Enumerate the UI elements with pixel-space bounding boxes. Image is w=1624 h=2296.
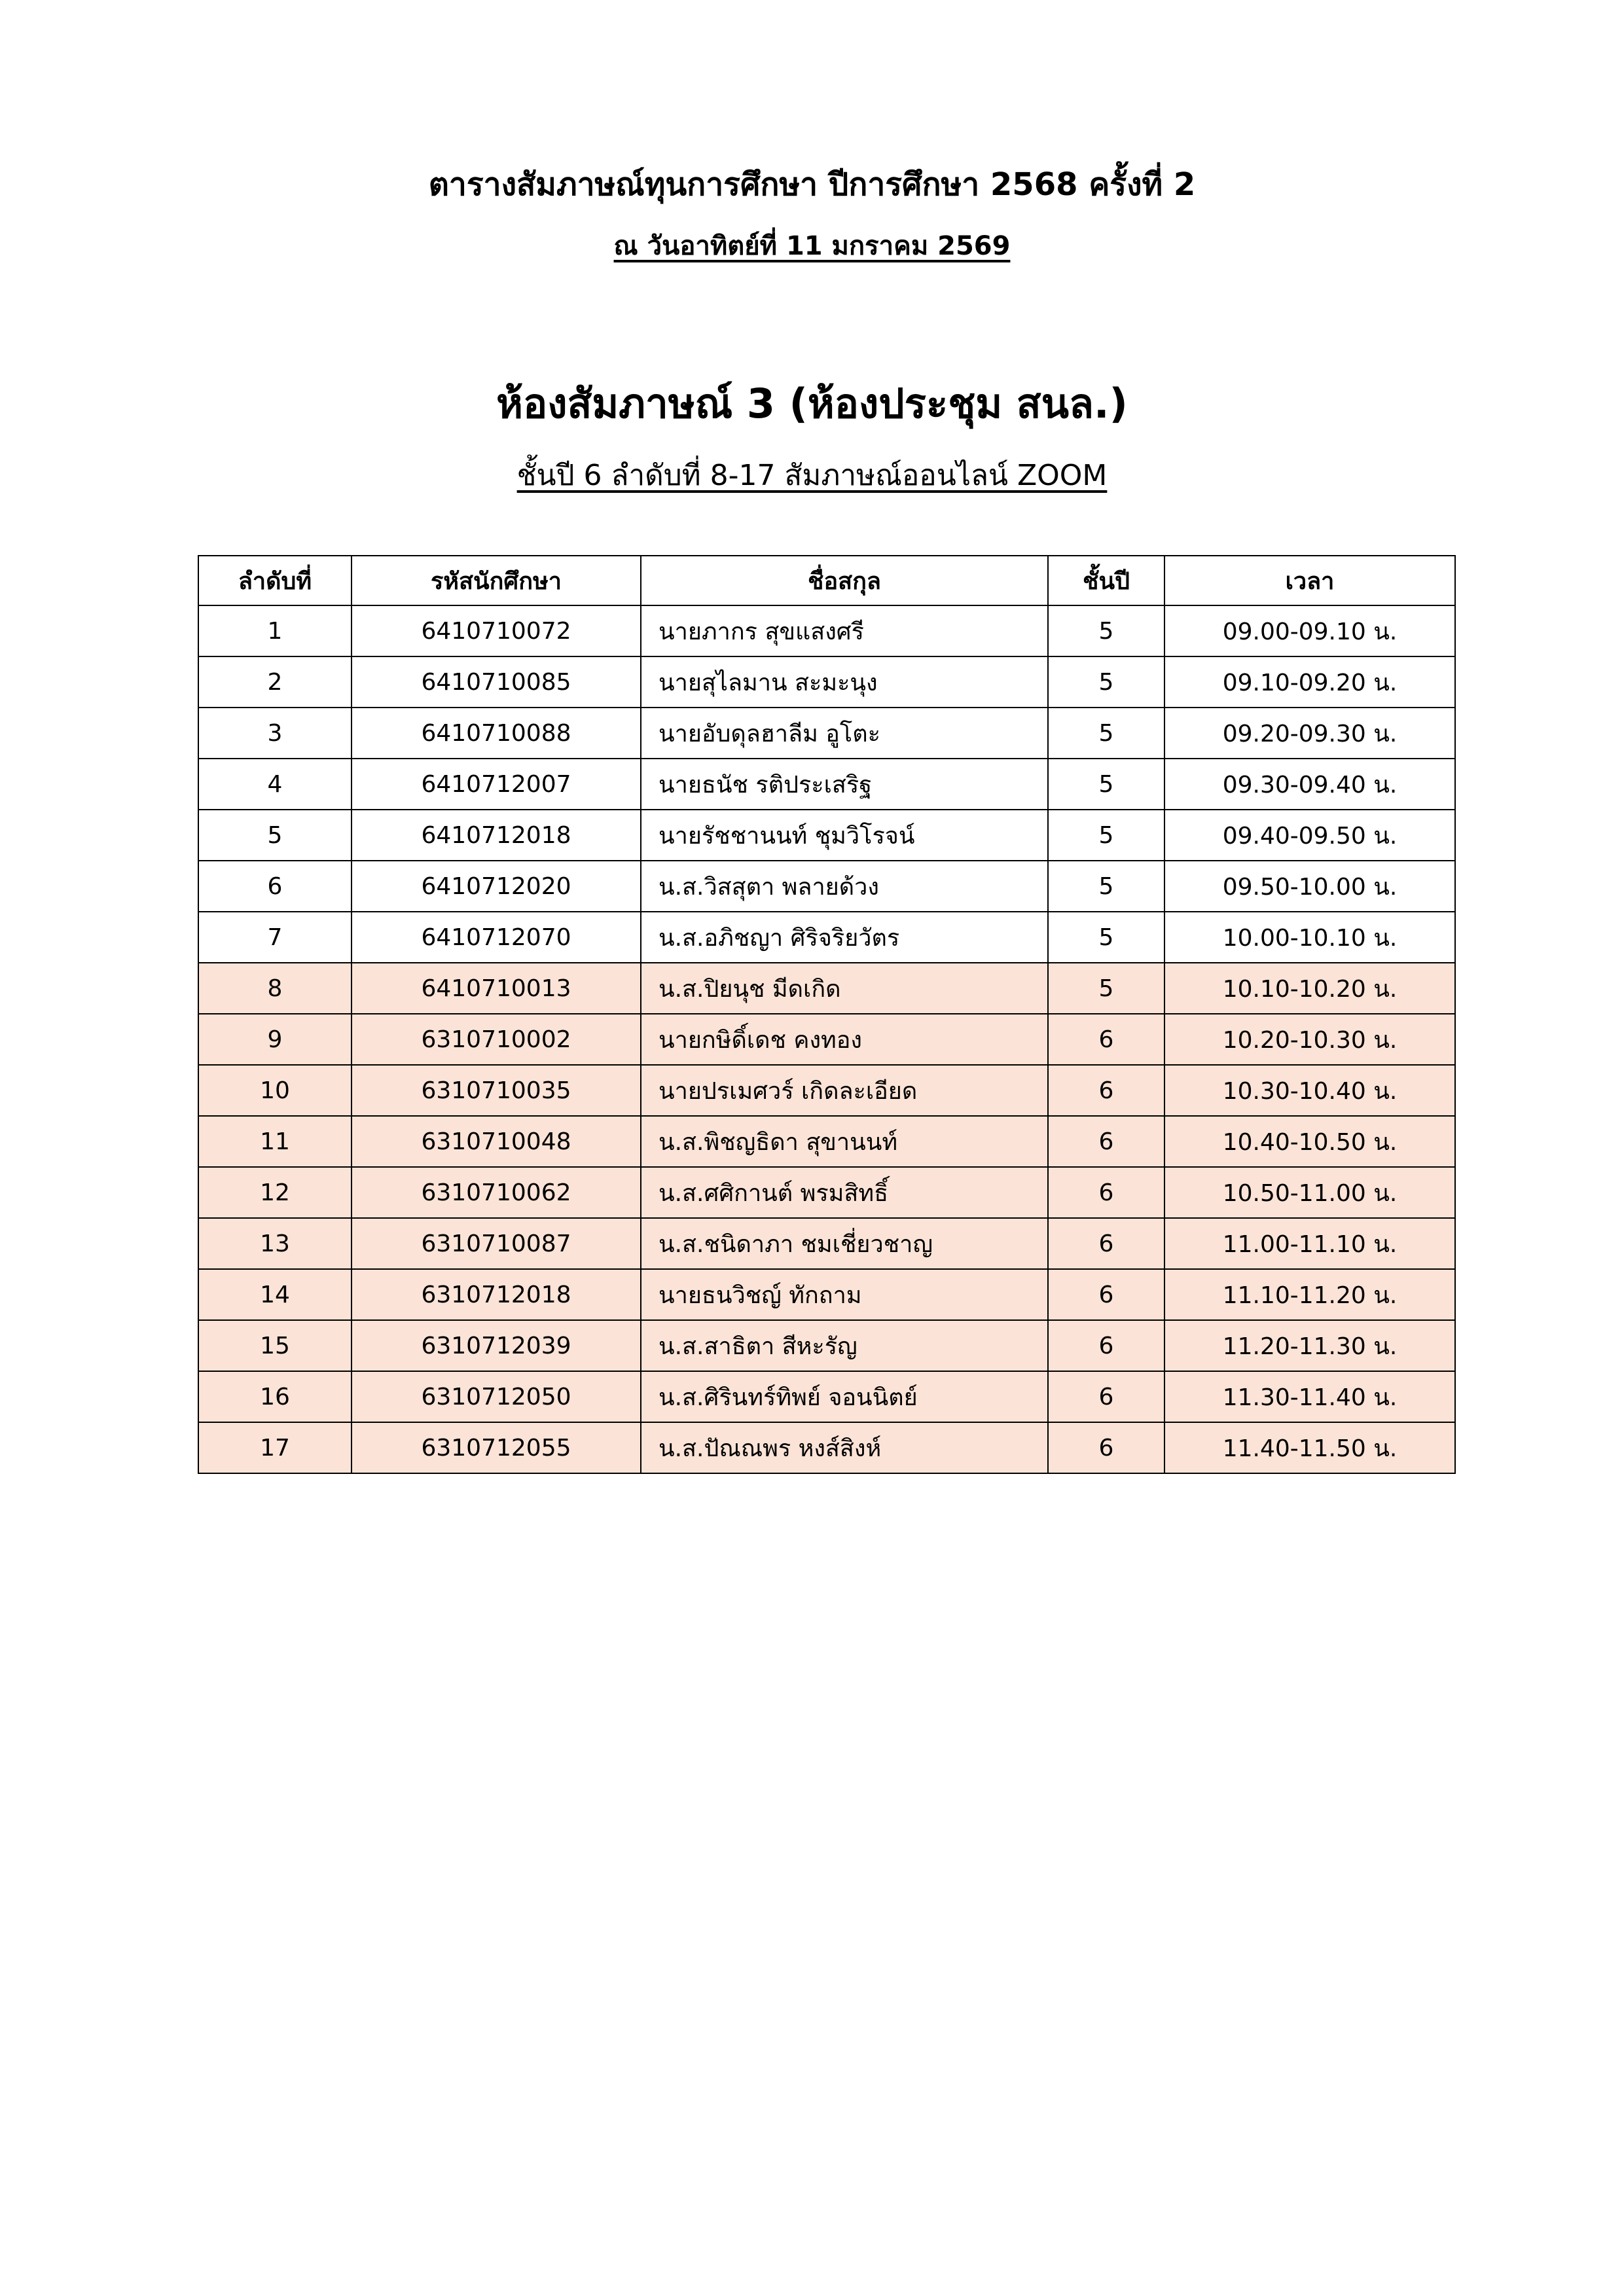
cell-year: 5: [1048, 708, 1164, 759]
cell-student-id: 6410710088: [352, 708, 641, 759]
interview-date: ณ วันอาทิตย์ที่ 11 มกราคม 2569: [613, 231, 1011, 261]
cell-order: 10: [198, 1065, 352, 1116]
cell-student-id: 6410712018: [352, 810, 641, 861]
cell-full-name: น.ส.ศิรินทร์ทิพย์ จอนนิตย์: [641, 1371, 1048, 1422]
cell-time: 11.00-11.10 น.: [1164, 1218, 1455, 1269]
cell-student-id: 6410710085: [352, 656, 641, 708]
cell-full-name: นายธนวิชญ์ ทักถาม: [641, 1269, 1048, 1320]
cell-full-name: น.ส.สาธิตา สีหะรัญ: [641, 1320, 1048, 1371]
cell-order: 7: [198, 912, 352, 963]
table-row: [198, 1320, 1455, 1371]
table-row: [198, 1422, 1455, 1473]
cell-order: 17: [198, 1422, 352, 1473]
cell-year: 6: [1048, 1371, 1164, 1422]
cell-year: 6: [1048, 1116, 1164, 1167]
cell-year: 6: [1048, 1422, 1164, 1473]
cell-student-id: 6310712050: [352, 1371, 641, 1422]
cell-full-name: นายปรเมศวร์ เกิดละเอียด: [641, 1065, 1048, 1116]
cell-full-name: น.ส.อภิชญา ศิริจริยวัตร: [641, 912, 1048, 963]
cell-time: 11.40-11.50 น.: [1164, 1422, 1455, 1473]
cell-order: 9: [198, 1014, 352, 1065]
table-row: [198, 1065, 1455, 1116]
cell-full-name: น.ส.ชนิดาภา ชมเชี่ยวชาญ: [641, 1218, 1048, 1269]
cell-time: 10.40-10.50 น.: [1164, 1116, 1455, 1167]
cell-order: 15: [198, 1320, 352, 1371]
table-row: [198, 1116, 1455, 1167]
cell-year: 5: [1048, 605, 1164, 656]
cell-time: 11.20-11.30 น.: [1164, 1320, 1455, 1371]
cell-student-id: 6410712020: [352, 861, 641, 912]
cell-student-id: 6310710087: [352, 1218, 641, 1269]
cell-time: 10.10-10.20 น.: [1164, 963, 1455, 1014]
cell-full-name: นายกษิดิ์เดช คงทอง: [641, 1014, 1048, 1065]
header-student-id: รหัสนักศึกษา: [352, 556, 641, 605]
cell-full-name: น.ส.พิชญธิดา สุขานนท์: [641, 1116, 1048, 1167]
cell-time: 09.20-09.30 น.: [1164, 708, 1455, 759]
header-order: ลำดับที่: [198, 556, 352, 605]
cell-full-name: นายธนัช รติประเสริฐ: [641, 759, 1048, 810]
cell-time: 11.10-11.20 น.: [1164, 1269, 1455, 1320]
cell-time: 09.30-09.40 น.: [1164, 759, 1455, 810]
cell-student-id: 6310710035: [352, 1065, 641, 1116]
room-title: ห้องสัมภาษณ์ 3 (ห้องประชุม สนล.): [496, 380, 1128, 427]
cell-student-id: 6310712055: [352, 1422, 641, 1473]
cell-full-name: น.ส.วิสสุตา พลายด้วง: [641, 861, 1048, 912]
table-row: [198, 605, 1455, 656]
table-row: [198, 1218, 1455, 1269]
table-header-row: [198, 556, 1455, 605]
cell-time: 10.20-10.30 น.: [1164, 1014, 1455, 1065]
header-full-name: ชื่อสกุล: [641, 556, 1048, 605]
cell-order: 5: [198, 810, 352, 861]
cell-time: 09.50-10.00 น.: [1164, 861, 1455, 912]
header-year: ชั้นปี: [1048, 556, 1164, 605]
cell-order: 3: [198, 708, 352, 759]
cell-full-name: น.ส.ปิยนุช มีดเกิด: [641, 963, 1048, 1014]
table-row: [198, 1371, 1455, 1422]
cell-order: 14: [198, 1269, 352, 1320]
interview-schedule-table: [198, 555, 1456, 1474]
cell-full-name: นายภากร สุขแสงศรี: [641, 605, 1048, 656]
cell-student-id: 6310712039: [352, 1320, 641, 1371]
cell-student-id: 6410712007: [352, 759, 641, 810]
cell-full-name: นายสุไลมาน สะมะนุง: [641, 656, 1048, 708]
room-subtitle: ชั้นปี 6 ลำดับที่ 8-17 สัมภาษณ์ออนไลน์ ZOOM: [516, 459, 1108, 492]
cell-student-id: 6310712018: [352, 1269, 641, 1320]
cell-time: 11.30-11.40 น.: [1164, 1371, 1455, 1422]
table-row: [198, 1167, 1455, 1218]
cell-student-id: 6410712070: [352, 912, 641, 963]
cell-full-name: น.ส.ศศิกานต์ พรมสิทธิ์: [641, 1167, 1048, 1218]
cell-student-id: 6410710013: [352, 963, 641, 1014]
cell-full-name: นายรัชชานนท์ ชุมวิโรจน์: [641, 810, 1048, 861]
document-title: ตารางสัมภาษณ์ทุนการศึกษา ปีการศึกษา 2568 ครั้งที่ 2: [428, 166, 1196, 203]
cell-order: 6: [198, 861, 352, 912]
table-row: [198, 708, 1455, 759]
table-row: [198, 912, 1455, 963]
table-body: [198, 605, 1455, 1473]
cell-order: 12: [198, 1167, 352, 1218]
cell-year: 5: [1048, 963, 1164, 1014]
cell-time: 10.00-10.10 น.: [1164, 912, 1455, 963]
cell-year: 6: [1048, 1269, 1164, 1320]
cell-year: 5: [1048, 912, 1164, 963]
table-row: [198, 1269, 1455, 1320]
table-row: [198, 810, 1455, 861]
cell-order: 13: [198, 1218, 352, 1269]
header-time: เวลา: [1164, 556, 1455, 605]
cell-time: 09.40-09.50 น.: [1164, 810, 1455, 861]
cell-year: 5: [1048, 861, 1164, 912]
cell-time: 10.30-10.40 น.: [1164, 1065, 1455, 1116]
cell-student-id: 6310710062: [352, 1167, 641, 1218]
cell-year: 6: [1048, 1218, 1164, 1269]
cell-year: 5: [1048, 656, 1164, 708]
cell-order: 16: [198, 1371, 352, 1422]
cell-year: 6: [1048, 1014, 1164, 1065]
table-row: [198, 759, 1455, 810]
table-row: [198, 963, 1455, 1014]
cell-year: 5: [1048, 810, 1164, 861]
cell-year: 5: [1048, 759, 1164, 810]
cell-time: 09.10-09.20 น.: [1164, 656, 1455, 708]
table-row: [198, 861, 1455, 912]
cell-full-name: นายอับดุลฮาลีม อูโตะ: [641, 708, 1048, 759]
cell-order: 8: [198, 963, 352, 1014]
cell-time: 10.50-11.00 น.: [1164, 1167, 1455, 1218]
cell-order: 4: [198, 759, 352, 810]
cell-order: 11: [198, 1116, 352, 1167]
cell-order: 2: [198, 656, 352, 708]
cell-full-name: น.ส.ปัณณพร หงส์สิงห์: [641, 1422, 1048, 1473]
cell-year: 6: [1048, 1320, 1164, 1371]
cell-student-id: 6310710048: [352, 1116, 641, 1167]
table-row: [198, 656, 1455, 708]
cell-student-id: 6410710072: [352, 605, 641, 656]
cell-year: 6: [1048, 1167, 1164, 1218]
cell-year: 6: [1048, 1065, 1164, 1116]
table-row: [198, 1014, 1455, 1065]
cell-time: 09.00-09.10 น.: [1164, 605, 1455, 656]
cell-order: 1: [198, 605, 352, 656]
cell-student-id: 6310710002: [352, 1014, 641, 1065]
